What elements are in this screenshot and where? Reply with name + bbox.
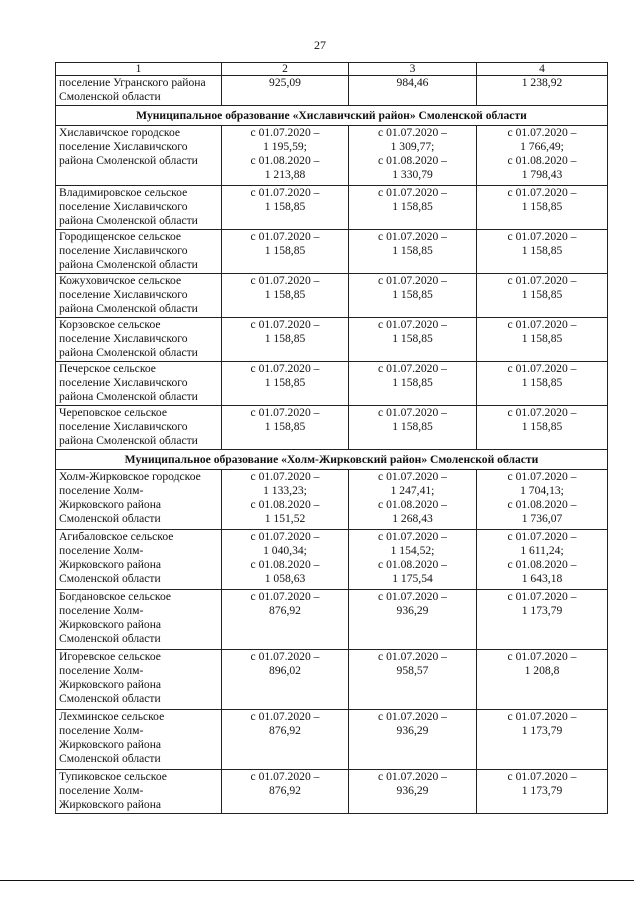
tariff-value-line: с 01.08.2020 – — [507, 498, 577, 511]
value-col-3-cell — [349, 470, 477, 530]
settlement-name-cell — [56, 650, 222, 710]
tariff-value-line: с 01.07.2020 – — [378, 710, 447, 723]
settlement-name-line: поселение Угранского района — [59, 76, 206, 89]
page-number: 27 — [314, 38, 326, 52]
tariff-value-line: 1 158,85 — [392, 200, 433, 213]
tariff-value-line: 1 151,52 — [264, 512, 306, 525]
value-col-4-cell — [477, 230, 608, 274]
value-col-3-cell — [349, 710, 477, 770]
tariff-value-line: с 01.07.2020 – — [378, 230, 447, 243]
tariff-value-line: 896,02 — [269, 664, 301, 677]
tariff-value-line: с 01.07.2020 – — [507, 406, 577, 419]
settlement-name-line: Жирковского района — [59, 498, 162, 511]
tariff-value-line: с 01.07.2020 – — [507, 710, 577, 723]
settlement-name-line: Тупиковское сельское — [59, 770, 167, 783]
value-col-4-cell — [477, 318, 608, 362]
tariff-value-line: 1 158,85 — [264, 288, 306, 301]
tariff-value-line: 1 158,85 — [521, 376, 563, 389]
settlement-name-cell — [56, 274, 222, 318]
settlement-name-cell — [56, 470, 222, 530]
settlement-name-cell — [56, 406, 222, 450]
tariff-value-line: с 01.07.2020 – — [378, 470, 447, 483]
tariff-value-line: 1 158,85 — [392, 420, 433, 433]
tariff-value-line: 1 704,13; — [520, 484, 564, 497]
tariff-value-line: 1 611,24; — [520, 544, 564, 557]
settlement-name-line: Смоленской области — [59, 752, 161, 765]
tariff-value-line: 876,92 — [269, 604, 301, 617]
settlement-name-line: Смоленской области — [59, 512, 161, 525]
settlement-name-line: Смоленской области — [59, 692, 161, 705]
settlement-name-line: района Смоленской области — [59, 346, 198, 359]
tariff-value-line: 1 158,85 — [521, 332, 563, 345]
tariff-value-line: с 01.07.2020 – — [250, 126, 320, 139]
section-heading-row — [56, 106, 608, 126]
tariff-value-line: 936,29 — [396, 724, 429, 737]
value-col-3-cell — [349, 770, 477, 814]
value-col-2-cell — [222, 470, 349, 530]
tariff-value-line: с 01.07.2020 – — [250, 274, 320, 287]
table-row — [56, 362, 608, 406]
settlement-name-line: поселение Холм- — [59, 604, 144, 617]
tariff-value-line: 1 213,88 — [264, 168, 306, 181]
tariff-value-line: с 01.07.2020 – — [507, 230, 577, 243]
tariff-value-line: 1 195,59; — [263, 140, 307, 153]
tariff-value-line: с 01.07.2020 – — [250, 186, 320, 199]
settlement-name-line: Корзовское сельское — [59, 318, 161, 331]
tariff-value-line: 1 158,85 — [521, 200, 563, 213]
header-col-2: 2 — [222, 63, 349, 76]
tariff-value-line: с 01.07.2020 – — [507, 650, 577, 663]
settlement-name-line: Богдановское сельское — [59, 590, 172, 603]
settlement-name-cell — [56, 230, 222, 274]
tariff-value-line: 1 173,79 — [521, 724, 563, 737]
table-row — [56, 76, 608, 106]
settlement-name-cell — [56, 126, 222, 186]
value-col-3-cell — [349, 230, 477, 274]
tariff-value-line: с 01.07.2020 – — [507, 186, 577, 199]
tariff-value-line: с 01.07.2020 – — [507, 318, 577, 331]
value-col-3-cell — [349, 126, 477, 186]
settlement-name-line: Смоленской области — [59, 90, 161, 103]
tariff-value-line: 1 158,85 — [521, 288, 563, 301]
settlement-name-line: поселение Хиславичского — [59, 140, 188, 153]
tariff-value-line: 1 173,79 — [521, 604, 563, 617]
value-col-4-cell — [477, 770, 608, 814]
settlement-name-line: поселение Холм- — [59, 784, 144, 797]
tariff-value-line: с 01.07.2020 – — [378, 530, 447, 543]
tariff-value-line: с 01.07.2020 – — [378, 650, 447, 663]
settlement-name-line: района Смоленской области — [59, 214, 198, 227]
tariff-value-line: с 01.08.2020 – — [378, 154, 447, 167]
tariff-value-line: с 01.08.2020 – — [507, 558, 577, 571]
settlement-name-cell — [56, 530, 222, 590]
tariff-value-line: с 01.07.2020 – — [250, 318, 320, 331]
value-col-3-cell — [349, 406, 477, 450]
tariff-value-line: 1 158,85 — [392, 376, 433, 389]
settlement-name-line: района Смоленской области — [59, 258, 198, 271]
tariff-value-line: 1 158,85 — [392, 244, 433, 257]
table-row — [56, 186, 608, 230]
settlement-name-line: Владимировское сельское — [59, 186, 188, 199]
settlement-name-cell — [56, 76, 222, 106]
settlement-name-line: Хиславичское городское — [59, 126, 181, 139]
tariff-value-line: 1 154,52; — [390, 544, 435, 557]
settlement-name-line: поселение Хиславичского — [59, 376, 188, 389]
tariff-value-line: с 01.07.2020 – — [250, 362, 320, 375]
tariff-value-line: с 01.07.2020 – — [250, 406, 320, 419]
settlement-name-line: поселение Хиславичского — [59, 200, 188, 213]
value-col-4-cell — [477, 590, 608, 650]
tariff-table — [55, 62, 608, 814]
tariff-value-line: 1 643,18 — [521, 572, 563, 585]
table-row — [56, 274, 608, 318]
settlement-name-line: поселение Хиславичского — [59, 244, 188, 257]
tariff-value-line: с 01.07.2020 – — [250, 470, 320, 483]
tariff-value-line: 1 158,85 — [392, 332, 433, 345]
value-col-2-cell — [222, 590, 349, 650]
value-col-4-cell — [477, 470, 608, 530]
tariff-value-line: с 01.08.2020 – — [250, 498, 320, 511]
settlement-name-line: поселение Холм- — [59, 484, 144, 497]
settlement-name-line: Кожуховичское сельское — [59, 274, 182, 287]
settlement-name-line: Жирковского района — [59, 618, 162, 631]
tariff-value-line: с 01.07.2020 – — [507, 362, 577, 375]
tariff-value-line: 1 158,85 — [521, 420, 563, 433]
tariff-value-line: 1 247,41; — [390, 484, 435, 497]
tariff-value-line: 1 158,85 — [264, 376, 306, 389]
tariff-value-line: 1 268,43 — [392, 512, 433, 525]
tariff-value-line: 936,29 — [396, 604, 429, 617]
value-col-3-cell — [349, 318, 477, 362]
tariff-value-line: с 01.07.2020 – — [250, 770, 320, 783]
tariff-value-line: 1 173,79 — [521, 784, 563, 797]
table-row — [56, 770, 608, 814]
header-col-3: 3 — [349, 63, 477, 76]
value-col-2-cell — [222, 770, 349, 814]
value-col-3-cell — [349, 362, 477, 406]
tariff-value-line: с 01.08.2020 – — [250, 154, 320, 167]
header-col-4: 4 — [477, 63, 608, 76]
value-col-4-cell — [477, 362, 608, 406]
value-col-4-cell — [477, 126, 608, 186]
tariff-value-line: с 01.08.2020 – — [378, 498, 447, 511]
settlement-name-cell — [56, 770, 222, 814]
value-col-2-cell — [222, 76, 349, 106]
tariff-value-line: с 01.07.2020 – — [507, 274, 577, 287]
value-col-2-cell — [222, 186, 349, 230]
settlement-name-line: поселение Хиславичского — [59, 288, 188, 301]
tariff-value-line: 1 736,07 — [521, 512, 563, 525]
tariff-value-line: 1 158,85 — [264, 200, 306, 213]
value-col-3-cell — [349, 274, 477, 318]
tariff-value-line: 1 330,79 — [392, 168, 433, 181]
value-col-2-cell — [222, 230, 349, 274]
value-col-2-cell — [222, 710, 349, 770]
value-col-4-cell — [477, 650, 608, 710]
tariff-value-line: с 01.07.2020 – — [378, 406, 447, 419]
settlement-name-line: Жирковского района — [59, 738, 162, 751]
table-row — [56, 650, 608, 710]
value-col-3-cell — [349, 76, 477, 106]
tariff-value-line: 1 175,54 — [392, 572, 433, 585]
value-col-3-cell — [349, 186, 477, 230]
tariff-value-line: 1 238,92 — [521, 76, 563, 89]
value-col-2-cell — [222, 530, 349, 590]
settlement-name-line: Городищенское сельское — [59, 230, 182, 243]
settlement-name-line: поселение Хиславичского — [59, 420, 188, 433]
value-col-2-cell — [222, 274, 349, 318]
tariff-value-line: 1 309,77; — [390, 140, 435, 153]
tariff-value-line: 1 158,85 — [392, 288, 433, 301]
table-row — [56, 470, 608, 530]
table-row — [56, 406, 608, 450]
table-row — [56, 230, 608, 274]
header-col-1: 1 — [56, 63, 222, 76]
settlement-name-cell — [56, 710, 222, 770]
settlement-name-line: поселение Холм- — [59, 544, 144, 557]
tariff-value-line: 958,57 — [396, 664, 429, 677]
tariff-value-line: 1 766,49; — [520, 140, 564, 153]
value-col-4-cell — [477, 274, 608, 318]
tariff-value-line: 984,46 — [396, 76, 429, 89]
settlement-name-line: Агибаловское сельское — [59, 530, 174, 543]
tariff-value-line: 1 133,23; — [263, 484, 307, 497]
tariff-value-line: 925,09 — [269, 76, 301, 89]
tariff-value-line: с 01.07.2020 – — [378, 318, 447, 331]
tariff-value-line: 936,29 — [396, 784, 429, 797]
settlement-name-line: Игоревское сельское — [59, 650, 161, 663]
table-row — [56, 530, 608, 590]
tariff-value-line: с 01.07.2020 – — [507, 770, 577, 783]
settlement-name-line: Печерское сельское — [59, 362, 156, 375]
settlement-name-line: района Смоленской области — [59, 434, 198, 447]
settlement-name-cell — [56, 186, 222, 230]
settlement-name-line: Холм-Жирковское городское — [59, 470, 201, 483]
settlement-name-line: поселение Хиславичского — [59, 332, 188, 345]
tariff-value-line: 876,92 — [269, 724, 301, 737]
tariff-value-line: с 01.08.2020 – — [378, 558, 447, 571]
tariff-value-line: с 01.07.2020 – — [378, 126, 447, 139]
value-col-4-cell — [477, 530, 608, 590]
value-col-3-cell — [349, 650, 477, 710]
tariff-value-line: с 01.07.2020 – — [378, 362, 447, 375]
header-row — [56, 63, 608, 76]
settlement-name-line: Смоленской области — [59, 632, 161, 645]
section-heading: Муниципальное образование «Хиславичский район» Смоленской области — [56, 106, 608, 126]
settlement-name-line: Жирковского района — [59, 558, 162, 571]
tariff-value-line: с 01.07.2020 – — [507, 530, 577, 543]
table-row — [56, 126, 608, 186]
section-heading-row — [56, 450, 608, 470]
tariff-value-line: 1 058,63 — [264, 572, 306, 585]
tariff-value-line: с 01.07.2020 – — [378, 590, 447, 603]
settlement-name-line: Жирковского района — [59, 678, 162, 691]
tariff-value-line: 1 040,34; — [263, 544, 307, 557]
settlement-name-line: Смоленской области — [59, 572, 161, 585]
value-col-3-cell — [349, 530, 477, 590]
tariff-value-line: 1 798,43 — [521, 168, 563, 181]
tariff-value-line: с 01.07.2020 – — [378, 274, 447, 287]
table-row — [56, 710, 608, 770]
value-col-3-cell — [349, 590, 477, 650]
settlement-name-line: Жирковского района — [59, 798, 162, 811]
tariff-value-line: с 01.07.2020 – — [250, 650, 320, 663]
tariff-value-line: с 01.07.2020 – — [378, 186, 447, 199]
tariff-value-line: с 01.07.2020 – — [250, 230, 320, 243]
tariff-value-line: 1 158,85 — [264, 332, 306, 345]
tariff-value-line: 1 158,85 — [521, 244, 563, 257]
tariff-value-line: 1 158,85 — [264, 420, 306, 433]
tariff-value-line: с 01.07.2020 – — [378, 770, 447, 783]
tariff-value-line: с 01.07.2020 – — [507, 126, 577, 139]
tariff-value-line: с 01.07.2020 – — [507, 590, 577, 603]
tariff-value-line: с 01.07.2020 – — [250, 530, 320, 543]
settlement-name-cell — [56, 590, 222, 650]
section-heading: Муниципальное образование «Холм-Жирковский район» Смоленской области — [56, 450, 608, 470]
value-col-2-cell — [222, 126, 349, 186]
value-col-4-cell — [477, 406, 608, 450]
tariff-value-line: с 01.07.2020 – — [507, 470, 577, 483]
footer-rule — [0, 880, 634, 881]
settlement-name-line: района Смоленской области — [59, 154, 198, 167]
settlement-name-cell — [56, 318, 222, 362]
settlement-name-line: района Смоленской области — [59, 302, 198, 315]
settlement-name-line: района Смоленской области — [59, 390, 198, 403]
settlement-name-line: поселение Холм- — [59, 724, 144, 737]
table-row — [56, 590, 608, 650]
value-col-2-cell — [222, 362, 349, 406]
value-col-4-cell — [477, 186, 608, 230]
value-col-2-cell — [222, 318, 349, 362]
value-col-2-cell — [222, 650, 349, 710]
tariff-value-line: 876,92 — [269, 784, 301, 797]
tariff-value-line: 1 208,8 — [524, 664, 560, 677]
settlement-name-line: поселение Холм- — [59, 664, 144, 677]
tariff-value-line: с 01.07.2020 – — [250, 590, 320, 603]
tariff-value-line: с 01.08.2020 – — [250, 558, 320, 571]
settlement-name-cell — [56, 362, 222, 406]
tariff-value-line: с 01.08.2020 – — [507, 154, 577, 167]
settlement-name-line: Лехминское сельское — [59, 710, 165, 723]
value-col-4-cell — [477, 710, 608, 770]
table-row — [56, 318, 608, 362]
value-col-2-cell — [222, 406, 349, 450]
tariff-value-line: 1 158,85 — [264, 244, 306, 257]
tariff-value-line: с 01.07.2020 – — [250, 710, 320, 723]
value-col-4-cell — [477, 76, 608, 106]
settlement-name-line: Череповское сельское — [59, 406, 167, 419]
